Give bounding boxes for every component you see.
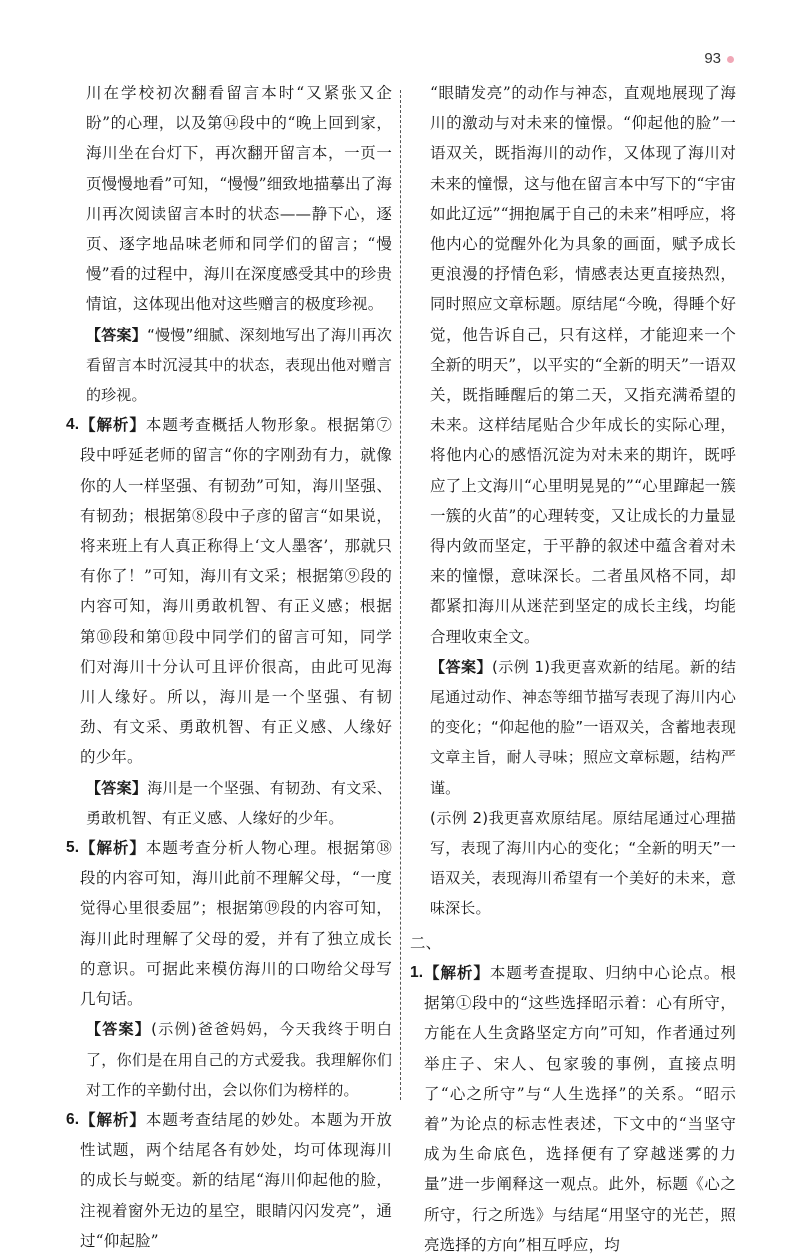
- answer-tag: 【答案】: [86, 1020, 152, 1039]
- item-number: 6.: [66, 1110, 80, 1128]
- answer-3: [66, 320, 392, 411]
- analysis-tag: 【解析】: [424, 963, 490, 982]
- answer-tag: 【答案】: [86, 325, 148, 344]
- item-number: 4.: [66, 416, 80, 434]
- question-4-analysis: [66, 410, 392, 772]
- analysis-tag: 【解析】: [80, 416, 146, 435]
- question-6-analysis: [66, 1105, 392, 1256]
- answer-text: “慢慢”细腻、深刻地写出了海川再次看留言本时沉浸其中的状态，表现出他对赠言的珍视。: [86, 325, 392, 405]
- right-column: [410, 78, 736, 1260]
- answer-text: (示例)爸爸妈妈，今天我终于明白了，你们是在用自己的方式爱我。我理解你们对工作的辛勤付出，会以你们为榜样的。: [86, 1020, 393, 1099]
- analysis-tag: 【解析】: [80, 1110, 146, 1129]
- page-dot-icon: [727, 56, 734, 63]
- answer-tag: 【答案】: [86, 778, 148, 797]
- answer-example-2: (示例 2)我更喜欢原结尾。原结尾通过心理描写，表现了海川内心的变化；“全新的明天”一语双关，表现海川希望有一个美好的未来，意味深长。: [430, 808, 736, 918]
- analysis-text: 本题考查概括人物形象。根据第⑦段中呼延老师的留言“你的字刚劲有力，就像你的人一样坚强、有韧劲”可知，海川坚强、有韧劲；根据第⑧段中子彦的留言“如果说，将来班上有人真正称得上‘文人墨客’，那就只有你了！”可知，海川有文采；根据第⑨段的内容可知，海川勇敢机智、有正义感；根据第⑩段和第⑪段中同学们的留言可知，同学们对海川十分认可且评价很高，由此可见海川人缘好。所以，海川是一个坚强、有韧劲、有文采、勇敢机智、有正义感、人缘好的少年。: [80, 416, 392, 767]
- analysis-text: 本题考查分析人物心理。根据第⑱段的内容可知，海川此前不理解父母，“一度觉得心里很委屈”；根据第⑲段的内容可知，海川此时理解了父母的爱，并有了独立成长的意识。可据此来模仿海川的口吻给父母写几句话。: [80, 839, 392, 1009]
- left-column: [66, 78, 392, 1256]
- answer-4: [66, 773, 392, 833]
- question-5-analysis: [66, 833, 392, 1014]
- page-number: 93: [704, 50, 734, 67]
- analysis-text: 本题考查提取、归纳中心论点。根据第①段中的“这些选择昭示着：心有所守，方能在人生贪路坚定方向”可知，作者通过列举庄子、宋人、包家骏的事例，直接点明了“心之所守”与“人生选择”的关系。“昭示着”为论点的标志性表述，下文中的“当坚守成为生命底色，选择便有了穿越迷雾的力量”进一步阐释这一观点。此外，标题《心之所守，行之所选》与结尾“用坚守的光芒，照亮选择的方向”相互呼应，均: [424, 963, 736, 1254]
- answer-tag: 【答案】: [430, 657, 492, 676]
- analysis-continued: 川在学校初次翻看留言本时“又紧张又企盼”的心理，以及第⑭段中的“晚上回到家，海川坐在台灯下，再次翻开留言本，一页一页慢慢地看”可知，“慢慢”细致地描摹出了海川再次阅读留言本时的状态——静下心，逐页、逐字地品味老师和同学们的留言；“慢慢”看的过程中，海川在深度感受其中的珍贵情谊，这体现出他对这些赠言的极度珍视。: [86, 84, 392, 314]
- answer-6: [410, 652, 736, 803]
- analysis-text: 本题考查结尾的妙处。本题为开放性试题，两个结尾各有妙处，均可体现海川的成长与蜕变。新的结尾“海川仰起他的脸，注视着窗外无边的星空，眼睛闪闪发亮”，通过“仰起脸”: [80, 1110, 392, 1250]
- analysis-tag: 【解析】: [80, 839, 146, 858]
- question-1-analysis: [410, 958, 736, 1260]
- answer-text: 海川是一个坚强、有韧劲、有文采、勇敢机智、有正义感、人缘好的少年。: [86, 778, 392, 827]
- section-heading: 二、: [410, 933, 442, 952]
- answer-5: [66, 1014, 392, 1105]
- column-divider: [400, 90, 401, 1100]
- item-number: 5.: [66, 839, 80, 857]
- analysis-continued: “眼睛发亮”的动作与神态，直观地展现了海川的激动与对未来的憧憬。“仰起他的脸”一语双关，既指海川的动作，又体现了海川对未来的憧憬，这与他在留言本中写下的“宇宙如此辽远”“拥抱属于自己的未来”相呼应，将他内心的觉醒外化为具象的画面，赋予成长更浪漫的抒情色彩，情感表达更直接热烈，同时照应文章标题。原结尾“今晚，得睡个好觉，他告诉自己，只有这样，才能迎来一个全新的明天”，以平实的“全新的明天”一语双关，既指睡醒后的第二天，又指充满希望的未来。这样结尾贴合少年成长的实际心理，将他内心的感悟沉淀为对未来的期许，既呼应了上文海川“心里明晃晃的”“心里蹿起一簇一簇的火苗”的心理转变，又让成长的力量显得内敛而坚定，于平静的叙述中蕴含着对未来的憧憬，意味深长。二者虽风格不同，却都紧扣海川从迷茫到坚定的成长主线，均能合理收束全文。: [430, 84, 736, 646]
- answer-example-1: (示例 1)我更喜欢新的结尾。新的结尾通过动作、神态等细节描写表现了海川内心的变化；“仰起他的脸”一语双关，含蓄地表现文章主旨，耐人寻味；照应文章标题，结构严谨。: [430, 657, 736, 797]
- item-number: 1.: [410, 963, 424, 981]
